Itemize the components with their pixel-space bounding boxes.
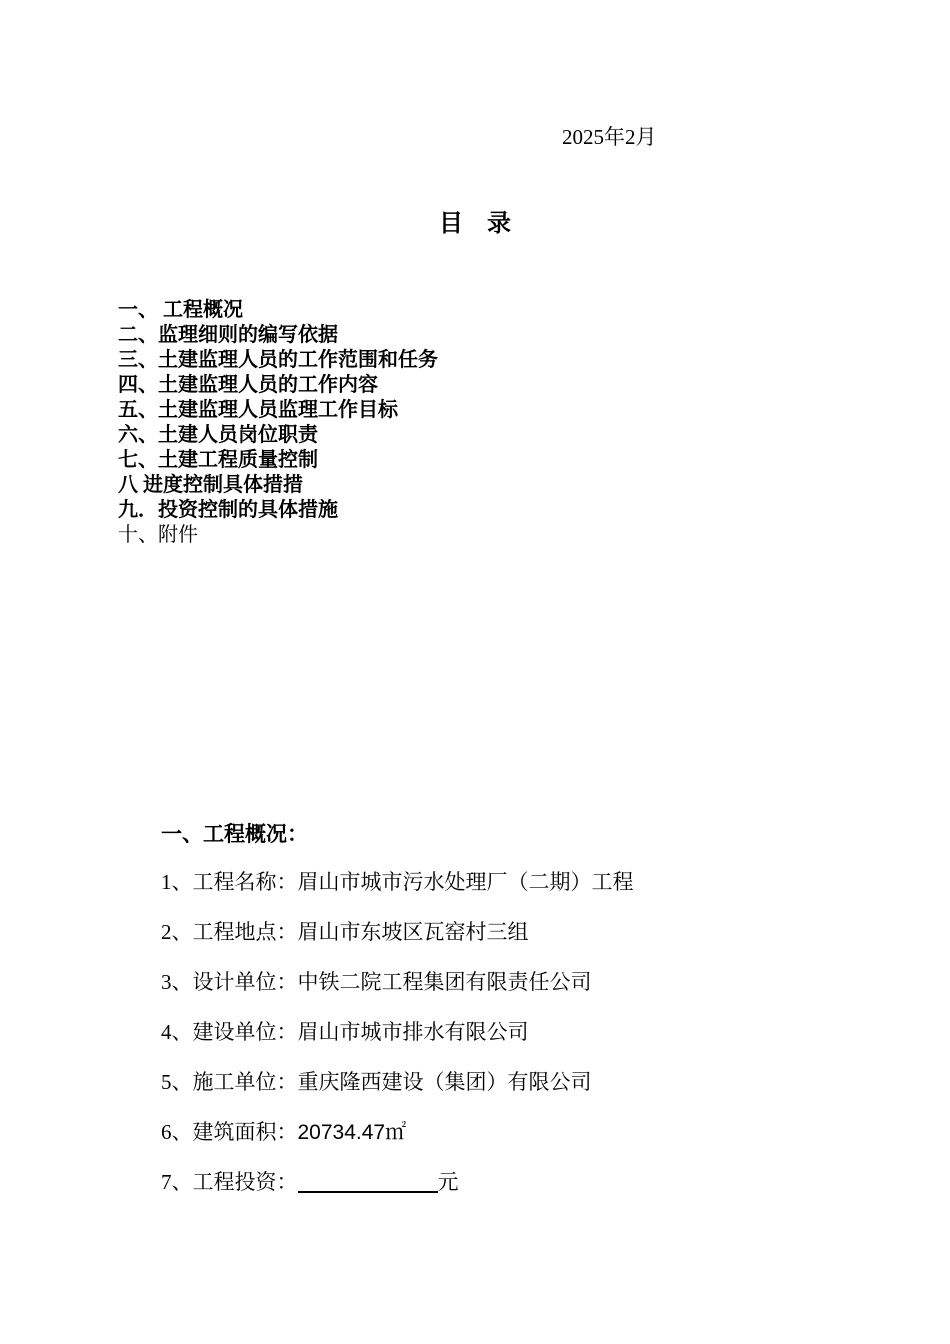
investment-row <box>161 1168 634 1218</box>
project-name-label: 1、工程名称： <box>161 870 298 894</box>
project-location-value: 眉山市东坡区瓦窑村三组 <box>297 920 529 944</box>
section-heading-overview: 一、工程概况： <box>161 822 308 846</box>
toc-item-8: 八 进度控制具体措措 <box>118 474 303 496</box>
project-overview-list <box>161 868 634 1218</box>
project-name-value: 眉山市城市污水处理厂（二期）工程 <box>297 870 634 894</box>
client-unit-row <box>161 1018 634 1068</box>
toc-item-1: 一、 工程概况 <box>118 299 243 321</box>
toc-title: 目录 <box>439 211 535 237</box>
design-unit-label: 3、设计单位： <box>161 970 298 994</box>
contractor-row <box>161 1068 634 1118</box>
building-area-value: 20734.47㎡ <box>297 1121 407 1144</box>
toc-item-7: 七、土建工程质量控制 <box>118 449 318 471</box>
contractor-label: 5、施工单位： <box>161 1070 298 1094</box>
project-name-row <box>161 868 634 918</box>
toc-item-3: 三、土建监理人员的工作范围和任务 <box>118 349 438 371</box>
client-unit-label: 4、建设单位： <box>161 1020 298 1044</box>
design-unit-value: 中铁二院工程集团有限责任公司 <box>297 970 592 994</box>
investment-unit: 元 <box>437 1170 459 1194</box>
project-location-label: 2、工程地点： <box>161 920 298 944</box>
building-area-label: 6、建筑面积： <box>161 1120 298 1144</box>
toc-item-6: 六、土建人员岗位职责 <box>118 424 318 446</box>
project-location-row <box>161 918 634 968</box>
contractor-value: 重庆隆西建设（集团）有限公司 <box>297 1070 592 1094</box>
toc-item-2: 二、监理细则的编写依据 <box>118 324 338 346</box>
toc-item-4: 四、土建监理人员的工作内容 <box>118 374 378 396</box>
building-area-row <box>161 1118 634 1168</box>
client-unit-value: 眉山市城市排水有限公司 <box>297 1020 529 1044</box>
design-unit-row <box>161 968 634 1018</box>
toc-item-9: 九．投资控制的具体措施 <box>118 499 338 521</box>
toc-item-10: 十、附件 <box>118 524 198 546</box>
table-of-contents <box>118 298 438 548</box>
toc-item-5: 五、土建监理人员监理工作目标 <box>118 399 398 421</box>
document-date: 2025年2月 <box>562 125 657 149</box>
investment-label: 7、工程投资： <box>161 1170 298 1194</box>
investment-blank-line <box>298 1169 438 1193</box>
